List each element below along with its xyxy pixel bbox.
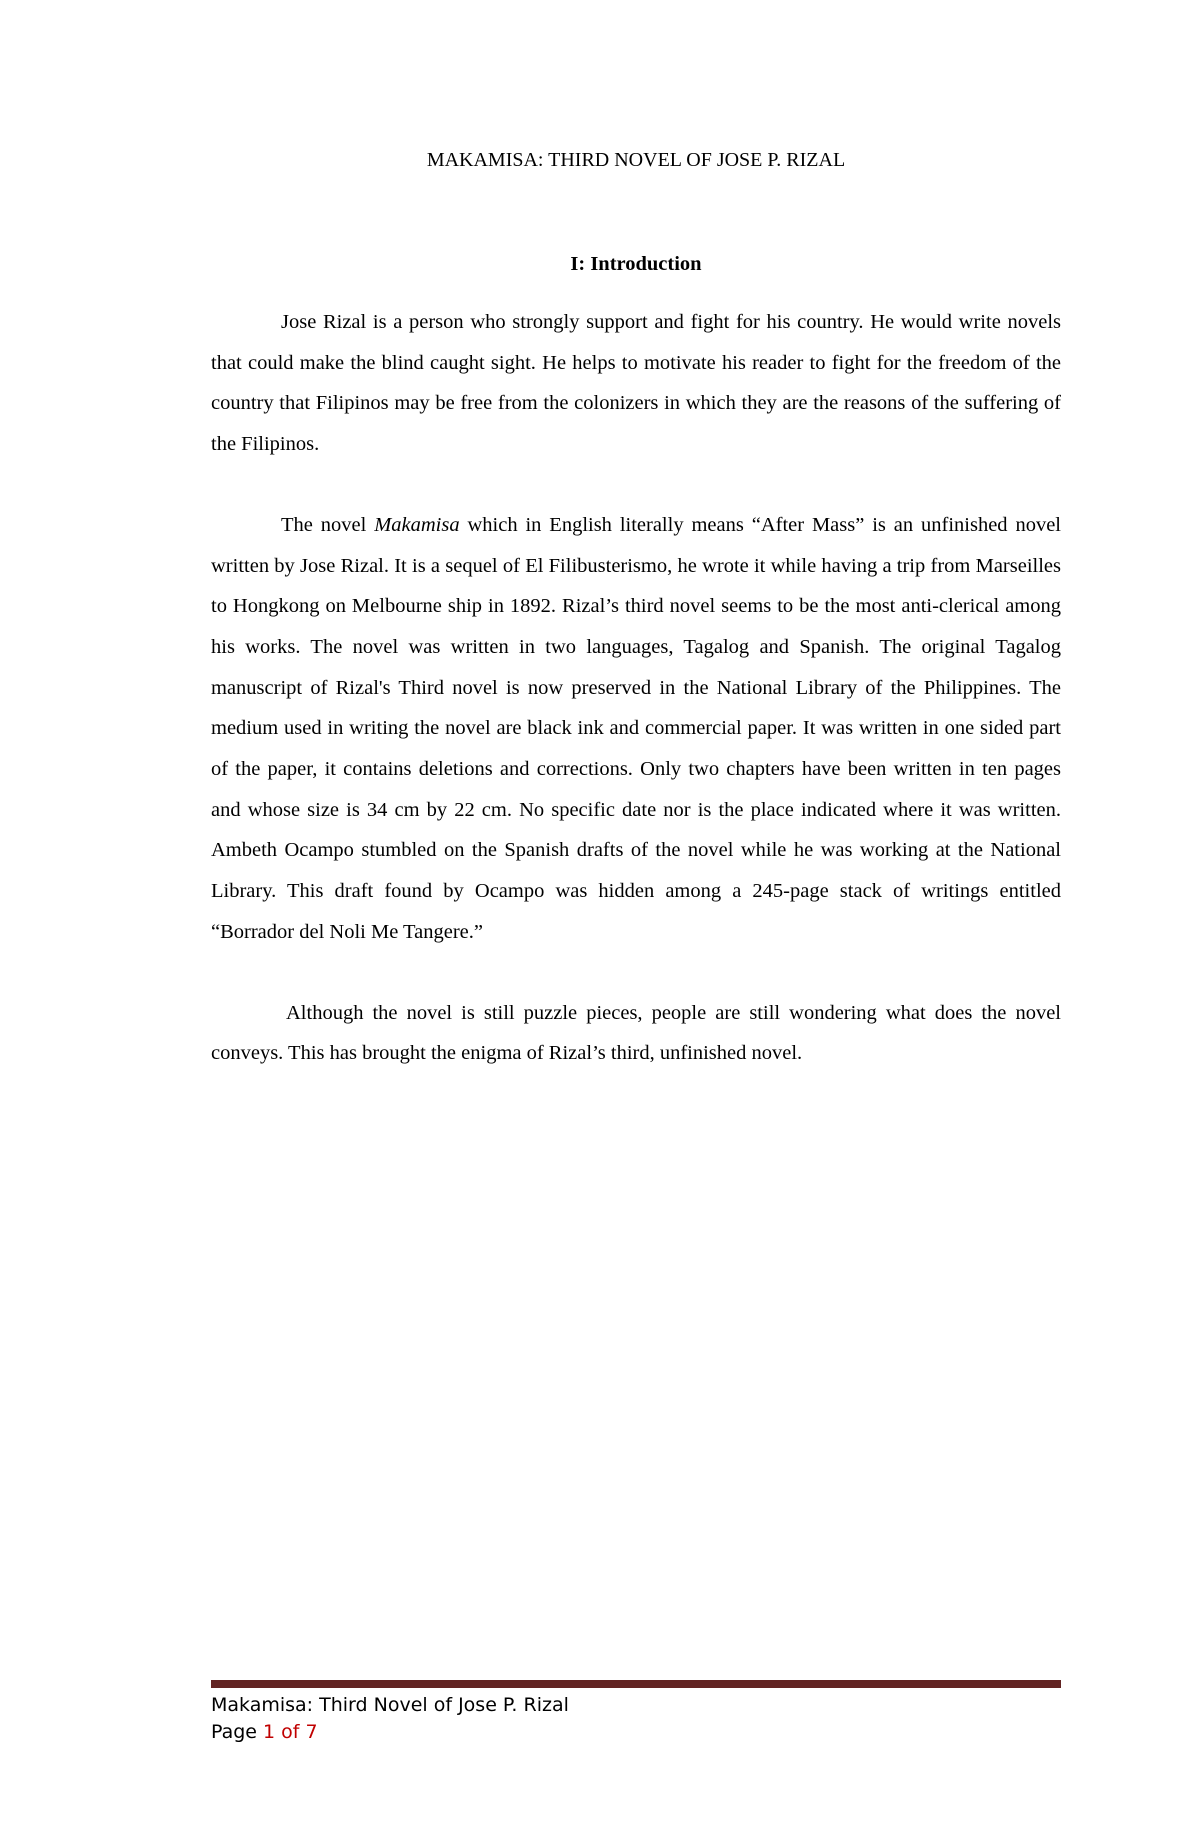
page-label: Page xyxy=(211,1721,264,1743)
footer-page-number xyxy=(211,1719,318,1745)
total-pages: 7 xyxy=(305,1721,318,1743)
paragraph-text: which in English literally means “After Mass” is an unfinished novel written by Jose Rizal. It is a sequel of El Filibusterismo, he wrote it while having a trip from Marseilles to Hongkong on Melbourne ship in 1892. Rizal’s third novel seems to be the most anti-clerical among his works. The novel was written in two languages, Tagalog and Spanish. The original Tagalog manuscript of Rizal's Third novel is now preserved in the National Library of the Philippines. The medium used in writing the novel are black ink and commercial paper. It was written in one sided part of the paper, it contains deletions and corrections. Only two chapters have been written in ten pages and whose size is 34 cm by 22 cm. No specific date nor is the place indicated where it was written. Ambeth Ocampo stumbled on the Spanish drafts of the novel while he was working at the National Library. This draft found by Ocampo was hidden among a 245-page stack of writings entitled “Borrador del Noli Me Tangere.” xyxy=(211,513,1061,943)
document-title: MAKAMISA: THIRD NOVEL OF JOSE P. RIZAL xyxy=(426,149,846,171)
section-heading: I: Introduction xyxy=(570,253,702,275)
paragraph-text: The novel xyxy=(281,513,375,536)
document-body xyxy=(211,302,1061,1074)
novel-title-italic: Makamisa xyxy=(374,513,460,536)
paragraph-conclusion: Although the novel is still puzzle pieces, people are still wondering what does the novel conveys. This has brought the enigma of Rizal’s third, unfinished novel. xyxy=(211,1001,1061,1065)
paragraph-novel-description xyxy=(211,505,1061,953)
footer-rule xyxy=(211,1680,1061,1688)
current-page: 1 xyxy=(263,1721,276,1743)
page-of-label: of xyxy=(275,1721,306,1743)
footer-title: Makamisa: Third Novel of Jose P. Rizal xyxy=(211,1694,569,1716)
paragraph-intro: Jose Rizal is a person who strongly support and fight for his country. He would write novels that could make the blind caught sight. He helps to motivate his reader to fight for the freedom of the country that Filipinos may be free from the colonizers in which they are the reasons of the suffering of the Filipinos. xyxy=(211,311,1061,456)
